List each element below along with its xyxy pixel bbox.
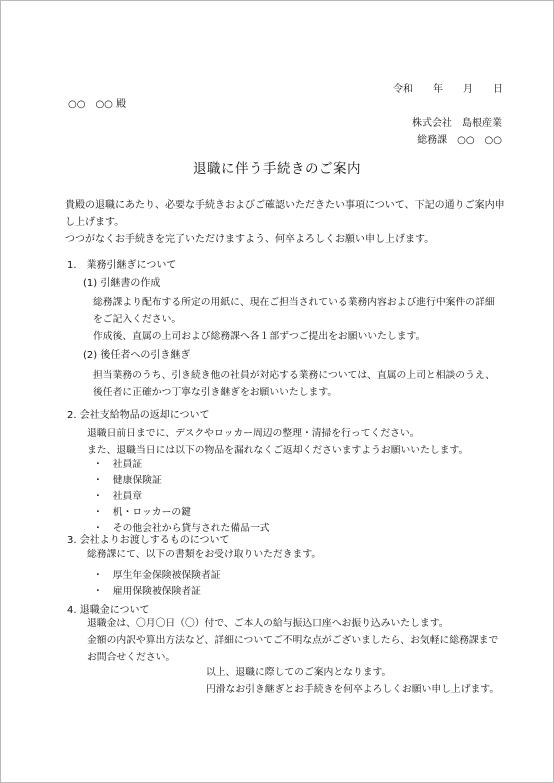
sender-department: 総務課 ○○ ○○	[417, 135, 502, 146]
date-month: 月	[463, 84, 473, 95]
section-4-body	[87, 615, 498, 666]
closing-block	[206, 664, 499, 698]
intro-line-2: つつがなくお手続きを完了いただけますよう、何卒よろしくお願い申し上げます。	[65, 234, 435, 245]
list-item: ・ 雇用保険被保険者証	[93, 584, 221, 600]
sender-company: 株式会社 島根産業	[412, 118, 502, 129]
section-1-heading: 1. 業務引継ぎについて	[67, 260, 177, 271]
date-year: 年	[433, 84, 443, 95]
section-3-heading: 3. 会社よりお渡しするものについて	[67, 535, 230, 546]
section-2-body	[87, 425, 468, 459]
list-item: ・ 厚生年金保険被保険者証	[93, 568, 221, 584]
closing-line-2: 円滑なお引き継ぎとお手続きを何卒よろしくお願い申し上げます。	[206, 684, 500, 695]
section-1-sub-2-line-1: 担当業務のうち、引き続き他の社員が対応する業務については、直属の上司と相談のうえ、	[93, 370, 496, 381]
section-1-sub-2-heading: (2) 後任者への引き継ぎ	[83, 350, 191, 361]
section-1-sub-2-body	[93, 367, 495, 401]
section-4-line-3: お問合せください。	[87, 652, 176, 663]
intro-line-1: 貴殿の退職にあたり、必要な手続きおよびご確認いただきたい事項について、下記の通りご案内申し上げます。	[65, 200, 505, 228]
section-1-sub-2-line-2: 後任者に正確かつ丁寧な引き継ぎをお願いいたします。	[93, 387, 338, 398]
date-era: 令和	[393, 84, 413, 95]
section-4-line-2: 金額の内訳や算出方法など、詳細についてご不明な点がございましたら、お気軽に総務課まで	[87, 635, 499, 646]
section-2-heading: 2. 会社支給物品の返却について	[67, 410, 210, 421]
list-item: ・ 机・ロッカーの鍵	[93, 505, 270, 521]
section-2-line-2: また、退職当日には以下の物品を漏れなくご返却くださいますようお願いいたします。	[87, 445, 469, 456]
section-1-sub-1-heading: (1) 引継書の作成	[83, 278, 161, 289]
list-item: ・ 社員章	[93, 489, 270, 505]
section-3-item-list	[93, 568, 221, 600]
sender-block	[412, 115, 502, 149]
section-4-heading: 4. 退職金について	[67, 605, 150, 616]
date-line	[393, 83, 503, 96]
section-1-sub-1-body	[93, 294, 495, 345]
section-1-sub-1-line-3: 作成後、直属の上司および総務課へ各１部ずつご提出をお願いいたします。	[93, 331, 426, 342]
recipient: ○○ ○○ 殿	[68, 99, 127, 110]
section-1-sub-1-line-1: 総務課より配布する所定の用紙に、現在ご担当されている業務内容および進行中案件の詳細	[93, 297, 495, 308]
intro-paragraph	[65, 197, 505, 248]
section-2-line-1: 退職日前日までに、デスクやロッカー周辺の整理・清掃を行ってください。	[87, 428, 420, 439]
document-title: 退職に伴う手続きのご案内	[193, 161, 361, 177]
section-3-line-1: 総務課にて、以下の書類をお受け取りいただきます。	[87, 549, 322, 560]
list-item: ・ 社員証	[93, 457, 270, 473]
list-item: ・ 健康保険証	[93, 473, 270, 489]
section-2-item-list	[93, 457, 270, 537]
section-1-sub-1-line-2: をご記入ください。	[93, 314, 182, 325]
closing-line-1: 以上、退職に際してのご案内となります。	[206, 667, 392, 678]
section-4-line-1: 退職金は、〇月〇日（〇）付で、ご本人の給与振込口座へお振り込みいたします。	[87, 618, 449, 629]
date-day: 日	[493, 84, 503, 95]
list-item: ・ その他会社から貸与された備品一式	[93, 521, 270, 537]
